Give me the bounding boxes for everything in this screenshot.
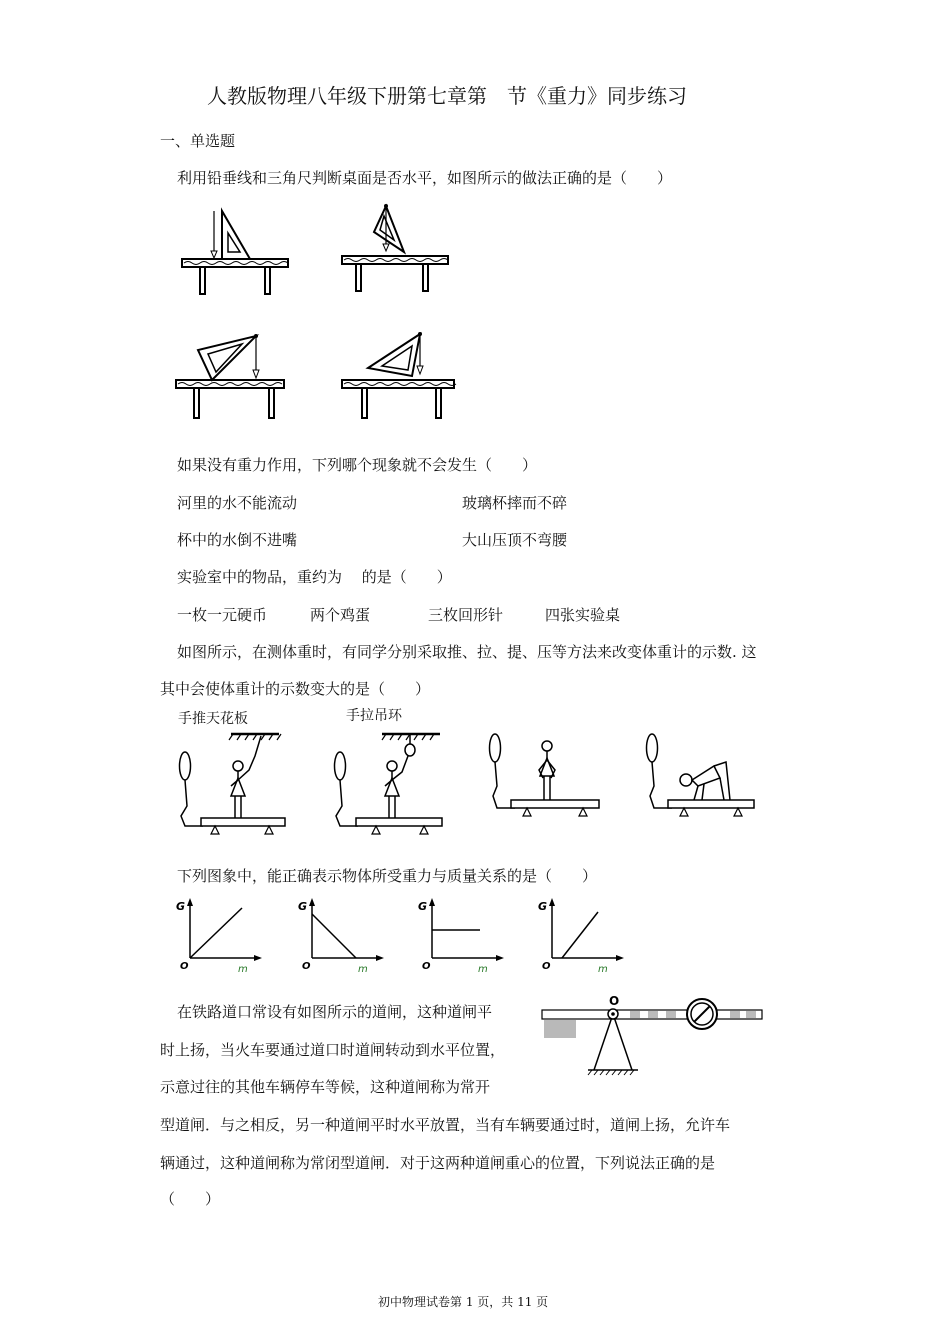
q4-figure-press — [640, 728, 760, 840]
q1-figure-c — [172, 328, 292, 423]
q2-stem: 如果没有重力作用，下列哪个现象就不会发生（ ） — [177, 456, 538, 474]
q1-figure-b — [338, 202, 453, 294]
q3-option-b: 两个鸡蛋 — [310, 606, 371, 624]
q3-stem: 实验室中的物品，重约为 的是（ ） — [177, 568, 452, 586]
page-footer: 初中物理试卷第 1 页，共 11 页 — [378, 1295, 549, 1309]
q6-pivot-label: O — [609, 994, 620, 1008]
q3-option-d: 四张实验桌 — [545, 606, 621, 624]
q2-option-c: 杯中的水倒不进嘴 — [177, 531, 298, 549]
q5-graph-a-axis-x: m — [238, 964, 248, 975]
q2-option-d: 大山压顶不弯腰 — [462, 531, 568, 549]
q5-stem: 下列图象中，能正确表示物体所受重力与质量关系的是（ ） — [177, 867, 598, 885]
q6-line3: 示意过往的其他车辆停车等候，这种道闸称为常开 — [160, 1078, 491, 1096]
q2-option-a: 河里的水不能流动 — [177, 494, 298, 512]
q1-figure-a — [178, 205, 293, 297]
q4-figure-pull — [330, 728, 450, 840]
q2-option-b: 玻璃杯摔而不碎 — [462, 494, 568, 512]
q5-graph-d-axis-x: m — [598, 964, 608, 975]
q5-graph-b-origin: O — [302, 961, 311, 972]
q4-stem-line1: 如图所示，在测体重时，有同学分别采取推、拉、提、压等方法来改变体重计的示数. 这 — [177, 643, 757, 661]
section-heading: 一、单选题 — [160, 132, 236, 150]
q4-figure-push — [175, 728, 290, 840]
page-title: 人教版物理八年级下册第七章第 节《重力》同步练习 — [207, 84, 687, 108]
q1-figure-d — [338, 328, 463, 423]
q6-barrier-figure — [540, 992, 766, 1082]
q4-stem-line2: 其中会使体重计的示数变大的是（ ） — [160, 680, 431, 698]
q5-graph-a-axis-y: G — [176, 900, 186, 913]
q5-graph-d-axis-y: G — [538, 900, 548, 913]
q3-option-c: 三枚回形针 — [428, 606, 504, 624]
q6-line6: （ ） — [160, 1190, 221, 1208]
q6-line4: 型道闸．与之相反，另一种道闸平时水平放置，当有车辆要通过时，道闸上扬，允许车 — [160, 1116, 731, 1134]
q5-graph-b — [296, 896, 386, 976]
q5-graph-a-origin: O — [180, 961, 189, 972]
q5-graph-c-axis-y: G — [418, 900, 428, 913]
q5-graph-c-axis-x: m — [478, 964, 488, 975]
q5-graph-b-axis-x: m — [358, 964, 368, 975]
q4-figure-lift — [485, 728, 605, 840]
q1-stem: 利用铅垂线和三角尺判断桌面是否水平，如图所示的做法正确的是（ ） — [177, 169, 673, 187]
q5-graph-d-origin: O — [542, 961, 551, 972]
q5-graph-c-origin: O — [422, 961, 431, 972]
q6-line2: 时上扬，当火车要通过道口时道闸转动到水平位置， — [160, 1041, 506, 1059]
q5-graph-b-axis-y: G — [298, 900, 308, 913]
q3-option-a: 一枚一元硬币 — [177, 606, 268, 624]
q5-graph-d — [536, 896, 626, 976]
q5-graph-c — [416, 896, 506, 976]
q6-line5: 辆通过，这种道闸称为常闭型道闸．对于这两种道闸重心的位置，下列说法正确的是 — [160, 1154, 716, 1172]
q6-line1: 在铁路道口常设有如图所示的道闸，这种道闸平 — [177, 1003, 493, 1021]
q4-label-push: 手推天花板 — [178, 711, 248, 727]
q5-graph-a — [174, 896, 264, 976]
q4-label-pull: 手拉吊环 — [346, 708, 402, 724]
